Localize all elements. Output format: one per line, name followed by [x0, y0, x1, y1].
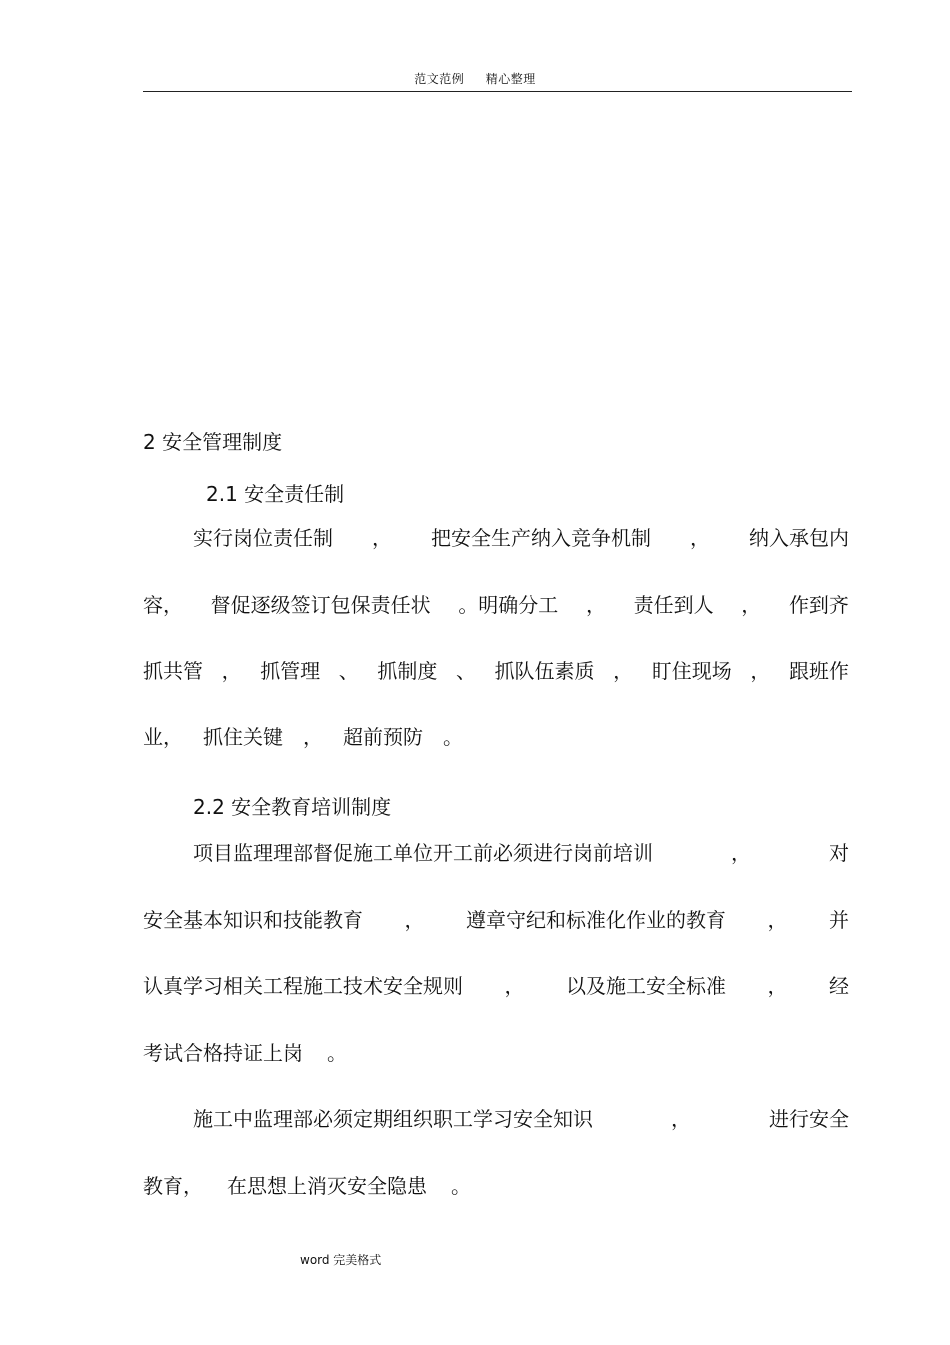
- subsection-title-2-1: 2.1 安全责任制: [206, 482, 345, 506]
- text-run: 容，: [143, 593, 183, 617]
- text-run: ，: [303, 725, 323, 749]
- text-run: 抓住关键: [203, 725, 283, 749]
- text-run: ，: [750, 659, 771, 683]
- text-run: 。明确分工: [458, 593, 559, 617]
- text-run: 。: [443, 725, 463, 749]
- paragraph-line: [143, 590, 849, 620]
- text-run: 作到齐: [788, 593, 849, 617]
- text-run: 项目监理理部督促施工单位开工前必须进行岗前培训: [193, 841, 653, 865]
- text-run: 并: [829, 908, 849, 932]
- text-run: 责任到人: [633, 593, 714, 617]
- text-run: ，: [372, 526, 392, 550]
- text-run: 把安全生产纳入竞争机制: [431, 526, 651, 550]
- page-footer: word 完美格式: [300, 1253, 382, 1267]
- text-run: ，: [221, 659, 242, 683]
- text-run: 对: [829, 841, 849, 865]
- header-divider: [143, 91, 852, 92]
- text-run: 经: [829, 974, 849, 998]
- text-run: 抓队伍素质: [494, 659, 595, 683]
- paragraph-line: [193, 838, 849, 868]
- text-run: 实行岗位责任制: [193, 526, 333, 550]
- text-run: 抓制度: [377, 659, 438, 683]
- text-run: ，: [613, 659, 634, 683]
- text-run: 超前预防: [343, 725, 423, 749]
- paragraph-line: [193, 1104, 849, 1134]
- text-run: 以及施工安全标准: [566, 974, 726, 998]
- text-run: ，: [404, 908, 425, 932]
- text-run: 施工中监理部必须定期组织职工学习安全知识: [193, 1107, 593, 1131]
- text-run: 。: [451, 1174, 471, 1198]
- text-run: 抓管理: [260, 659, 321, 683]
- text-run: 教育，: [143, 1174, 203, 1198]
- paragraph-line: [143, 971, 849, 1001]
- text-run: ，: [731, 841, 751, 865]
- paragraph-line: [143, 722, 849, 752]
- text-run: 考试合格持证上岗: [143, 1041, 303, 1065]
- text-run: ，: [741, 593, 762, 617]
- text-run: 安全基本知识和技能教育: [143, 908, 363, 932]
- text-run: 督促逐级签订包保责任状: [210, 593, 431, 617]
- text-run: 进行安全: [769, 1107, 849, 1131]
- text-run: 纳入承包内: [749, 526, 849, 550]
- paragraph-line: [143, 1038, 849, 1068]
- text-run: ，: [767, 974, 788, 998]
- text-run: 、: [338, 659, 359, 683]
- text-run: 盯住现场: [651, 659, 732, 683]
- text-run: 、: [455, 659, 476, 683]
- text-run: ，: [671, 1107, 691, 1131]
- text-run: 在思想上消灭安全隐患: [227, 1174, 427, 1198]
- paragraph-line: [193, 523, 849, 553]
- subsection-title-2-2: 2.2 安全教育培训制度: [193, 795, 392, 819]
- text-run: ，: [504, 974, 525, 998]
- page-header: 范文范例 精心整理: [414, 72, 536, 86]
- text-run: 抓共管: [143, 659, 203, 683]
- text-run: ，: [767, 908, 788, 932]
- paragraph-line: [143, 656, 849, 686]
- text-run: ，: [585, 593, 606, 617]
- text-run: 遵章守纪和标准化作业的教育: [466, 908, 726, 932]
- text-run: 。: [327, 1041, 347, 1065]
- text-run: ，: [690, 526, 710, 550]
- text-run: 业，: [143, 725, 183, 749]
- text-run: 跟班作: [788, 659, 849, 683]
- section-title: 2 安全管理制度: [143, 430, 283, 454]
- paragraph-line: [143, 1171, 849, 1201]
- text-run: 认真学习相关工程施工技术安全规则: [143, 974, 463, 998]
- paragraph-line: [143, 905, 849, 935]
